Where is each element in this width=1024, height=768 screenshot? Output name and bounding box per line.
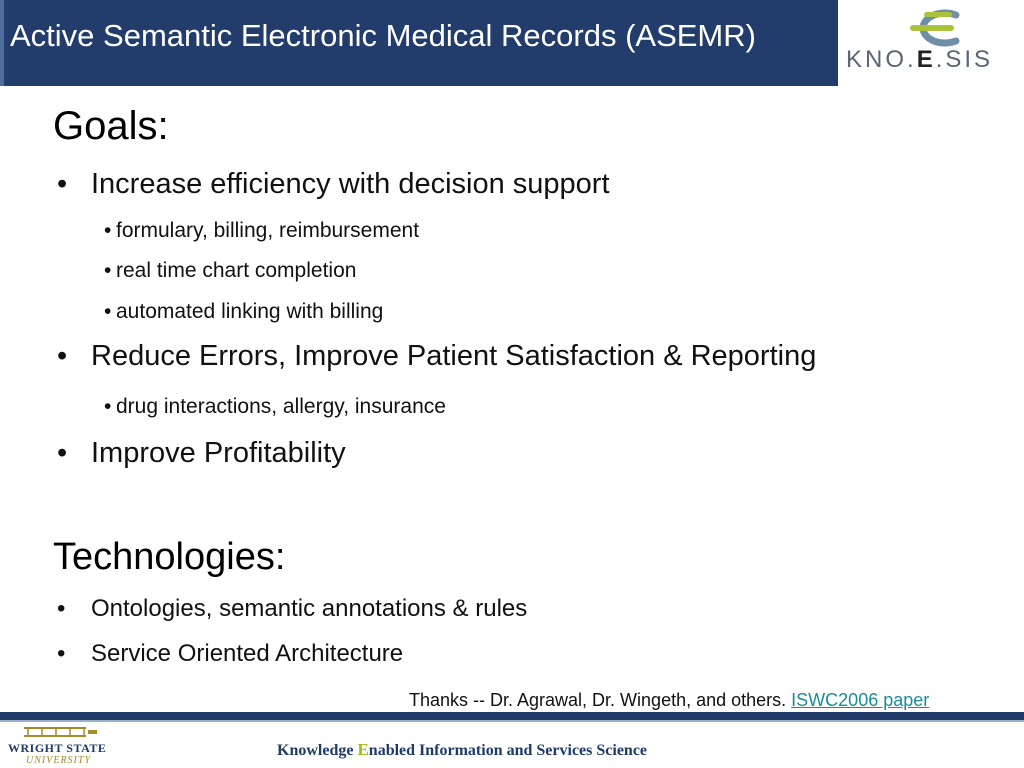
goal-subitem [104, 395, 446, 419]
technologies-heading: Technologies: [53, 536, 286, 578]
knoesis-logo-text: KNO.E.SIS [846, 46, 994, 73]
goals-heading: Goals: [53, 104, 169, 148]
goal-item [57, 340, 816, 373]
university-subtitle: UNIVERSITY [26, 755, 91, 766]
bullet-icon: • [57, 437, 68, 469]
goal-item [57, 437, 346, 470]
acknowledgement [409, 690, 929, 711]
bullet-icon: • [57, 595, 66, 622]
bullet-icon: • [57, 640, 66, 667]
header-accent-stripe [0, 0, 4, 86]
slide-header [0, 0, 1024, 86]
university-name: WRIGHT STATE [8, 741, 107, 755]
bullet-icon: • [104, 395, 112, 418]
technology-item-label: Service Oriented Architecture [91, 640, 404, 667]
goal-subitem-label: drug interactions, allergy, insurance [116, 395, 446, 418]
goal-subitem-label: real time chart completion [116, 259, 357, 282]
goal-subitem [104, 300, 383, 324]
wright-flyer-icon [20, 724, 100, 742]
goal-subitem-label: automated linking with billing [116, 300, 384, 323]
wright-state-logo [8, 724, 108, 766]
goal-item-label: Increase efficiency with decision support [91, 168, 610, 200]
goal-subitem [104, 259, 356, 283]
knoesis-e-logo-icon [890, 8, 962, 48]
goal-subitem [104, 219, 419, 243]
technology-item [57, 640, 403, 668]
acknowledgement-text: Thanks -- Dr. Agrawal, Dr. Wingeth, and others. [409, 690, 787, 710]
footer-bar [0, 712, 1024, 720]
goal-item-label: Improve Profitability [91, 437, 346, 469]
bullet-icon: • [104, 300, 112, 323]
footer-divider [0, 720, 1024, 722]
technology-item-label: Ontologies, semantic annotations & rules [91, 595, 528, 622]
goal-item-label: Reduce Errors, Improve Patient Satisfaction & Reporting [91, 340, 817, 372]
knoesis-logo [838, 0, 1024, 86]
bullet-icon: • [104, 259, 112, 282]
bullet-icon: • [104, 219, 112, 242]
footer-tagline: Knowledge Enabled Information and Services Science [277, 740, 648, 759]
tagline-highlight: E [357, 740, 369, 759]
bullet-icon: • [57, 168, 68, 200]
goal-item [57, 168, 610, 201]
technology-item [57, 595, 527, 623]
goal-subitem-label: formulary, billing, reimbursement [116, 219, 420, 242]
slide-title: Active Semantic Electronic Medical Records (ASEMR) [10, 18, 756, 53]
bullet-icon: • [57, 340, 68, 372]
iswc2006-paper-link[interactable]: ISWC2006 paper [791, 690, 930, 710]
